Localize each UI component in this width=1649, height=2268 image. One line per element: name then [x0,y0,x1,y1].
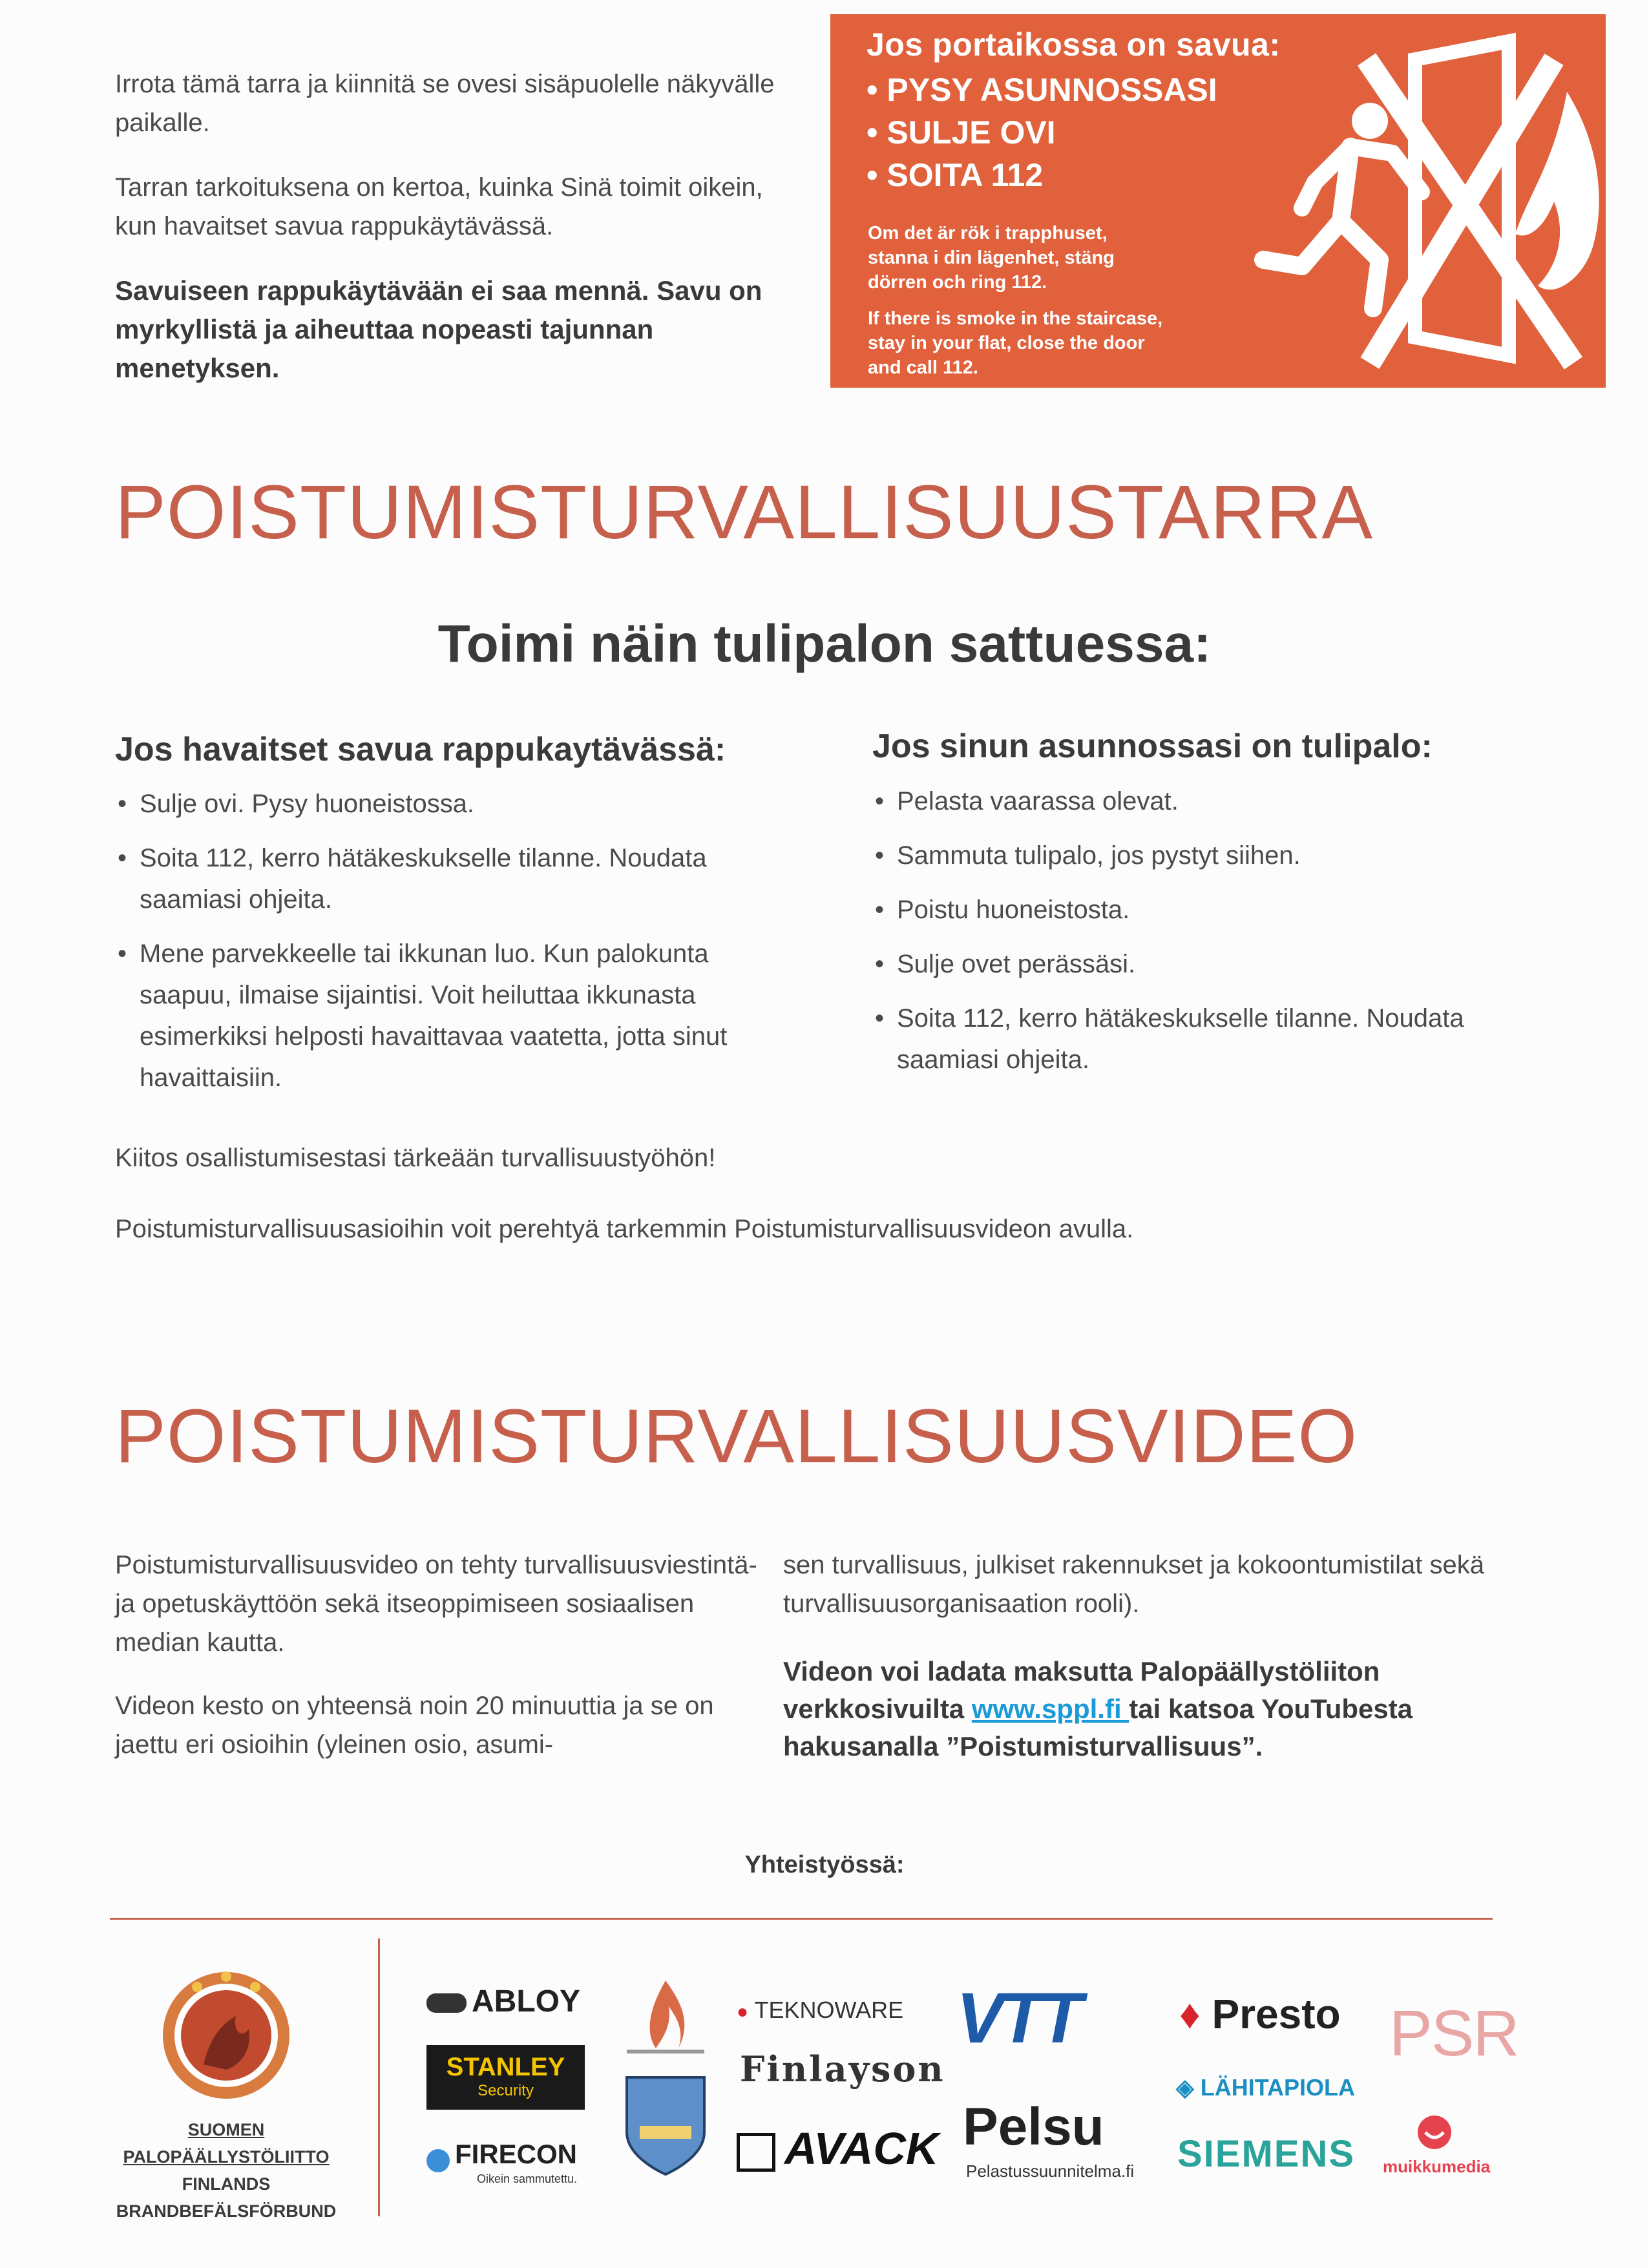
avack-logo [737,2123,939,2174]
sticker-item: • PYSY ASUNNOSSASI [867,72,1217,108]
list-item: • Sulje ovi. Pysy huoneistossa. [115,783,787,824]
download-text: Videon voi ladata maksutta Palopäällystöliiton verkkosivuilta [783,1656,1380,1724]
intro-paragraph-1: Irrota tämä tarra ja kiinnitä se ovesi sisäpuolelle näkyvälle paikalle. [115,70,775,137]
sppl-link[interactable]: www.sppl.fi [971,1694,1129,1724]
sppl-emblem-icon [158,1968,294,2103]
sppl-name-sv: FINLANDS BRANDBEFÄLSFÖRBUND [116,2174,337,2221]
list-item: • Sammuta tulipalo, jos pystyt siihen. [872,835,1518,876]
vtt-logo: VTT [956,1979,1079,2058]
video-description-3: sen turvallisuus, julkiset rakennukset ja kokoontumistilat sekä turvallisuusorganisaation rooli). [783,1551,1484,1618]
youtube-text: tai katsoa YouTubesta hakusanalla ”Poistumisturvallisuus”. [783,1694,1413,1761]
list-item: • Mene parvekkeelle tai ikkunan luo. Kun palokunta saapuu, ilmaise sijaintisi. Voit heiluttaa ikkunasta esimerkiksi helposti havaittavaa vaatetta, jotta sinut havaittaisiin. [115,933,787,1098]
crest-shield-icon [624,2074,708,2178]
teknoware-logo [737,1997,903,2024]
avack-text: AVACK [784,2123,939,2174]
partners-divider [110,1918,1493,1920]
sticker-english: If there is smoke in the staircase, stay in your flat, close the door and call 112. [868,308,1163,378]
left-column-heading: Jos havaitset savua rappukaytävässä: [115,731,726,768]
sticker-instructions [867,68,1217,196]
partners-vertical-divider [378,1938,380,2216]
title-video: POISTUMISTURVALLISUUSVIDEO [115,1394,1358,1479]
sticker-swedish: Om det är rök i trapphuset, stanna i din lägenhet, stäng dörren och ring 112. [868,223,1115,293]
sticker-item: • SULJE OVI [867,114,1056,151]
abloy-key-icon [426,1993,467,2013]
stanley-text: STANLEY [446,2053,565,2081]
teknoware-text: TEKNOWARE [754,1997,904,2023]
presto-flame-icon: ♦ [1179,1991,1201,2037]
abloy-text: ABLOY [472,1984,580,2019]
video-note: Poistumisturvallisuusasioihin voit perehtyä tarkemmin Poistumisturvallisuusvideon avulla. [115,1215,1134,1243]
psr-logo: PSR [1389,1997,1518,2070]
sppl-name [107,2116,346,2225]
smoke-sticker [830,14,1606,388]
pelsu-sub: Pelastussuunnitelma.fi [966,2161,1135,2181]
right-column-heading: Jos sinun asunnossasi on tulipalo: [872,728,1433,765]
partners-label: Yhteistyössä: [744,1851,905,1878]
lahitapiola-diamond-icon: ◈ [1176,2074,1194,2101]
presto-text: Presto [1212,1991,1341,2037]
presto-logo [1179,1990,1341,2038]
sticker-heading: Jos portaikossa on savua: [867,26,1281,63]
pelsu-logo: Pelsu [963,2097,1104,2156]
muikkumedia-text: muikkumedia [1383,2157,1491,2176]
sppl-name-fi: SUOMEN PALOPÄÄLLYSTÖLIITTO [123,2120,330,2167]
lahitapiola-text: LÄHITAPIOLA [1200,2074,1356,2101]
finlayson-logo: Finlayson [740,2048,945,2090]
firecon-drop-icon [426,2149,450,2172]
list-item: • Pelasta vaarassa olevat. [872,781,1518,822]
video-description-2: Videon kesto on yhteensä noin 20 minuuttia ja se on jaettu eri osioihin (yleinen osio, asumi- [115,1692,714,1759]
left-instructions-list [115,783,787,1111]
list-item: • Soita 112, kerro hätäkeskukselle tilanne. Noudata saamiasi ohjeita. [115,837,787,920]
firecon-text: FIRECON [455,2139,577,2169]
video-description-1: Poistumisturvallisuusvideo on tehty turvallisuusviestintä- ja opetuskäyttöön sekä itseoppimiseen sosiaalisen median kautta. [115,1551,757,1657]
siemens-logo: SIEMENS [1177,2133,1356,2175]
lahitapiola-logo [1176,2074,1355,2101]
video-download-info [783,1653,1494,1765]
list-item: • Poistu huoneistosta. [872,889,1518,930]
title-sticker: POISTUMISTURVALLISUUSTARRA [115,470,1374,555]
firecon-sub: Oikein sammutettu. [476,2172,577,2185]
sticker-item: • SOITA 112 [867,157,1044,193]
firecon-logo [426,2139,577,2186]
subtitle: Toimi näin tulipalon sattuessa: [437,614,1212,673]
thanks-text: Kiitos osallistumisestasi tärkeään turvallisuustyöhön! [115,1144,716,1172]
palosuojelurahasto-flame-icon [620,1977,711,2061]
right-instructions-list [872,781,1518,1093]
abloy-logo [426,1984,580,2019]
avack-box-icon [737,2133,775,2172]
list-item: • Sulje ovet perässäsi. [872,943,1518,985]
intro-paragraph-2: Tarran tarkoituksena on kertoa, kuinka Sinä toimit oikein, kun havaitset savua rappukäytävässä. [115,173,763,240]
stanley-sub: Security [478,2082,534,2099]
teknoware-dot-icon: ● [737,2001,749,2022]
list-item: • Soita 112, kerro hätäkeskukselle tilanne. Noudata saamiasi ohjeita. [872,998,1518,1080]
intro-text [115,65,781,388]
stanley-logo [426,2045,585,2110]
intro-warning: Savuiseen rappukäytävään ei saa mennä. Savu on myrkyllistä ja aiheuttaa nopeasti tajunnan menetyksen. [115,275,762,383]
muikkumedia-icon [1415,2113,1454,2152]
running-man-door-fire-icon [1205,14,1606,388]
